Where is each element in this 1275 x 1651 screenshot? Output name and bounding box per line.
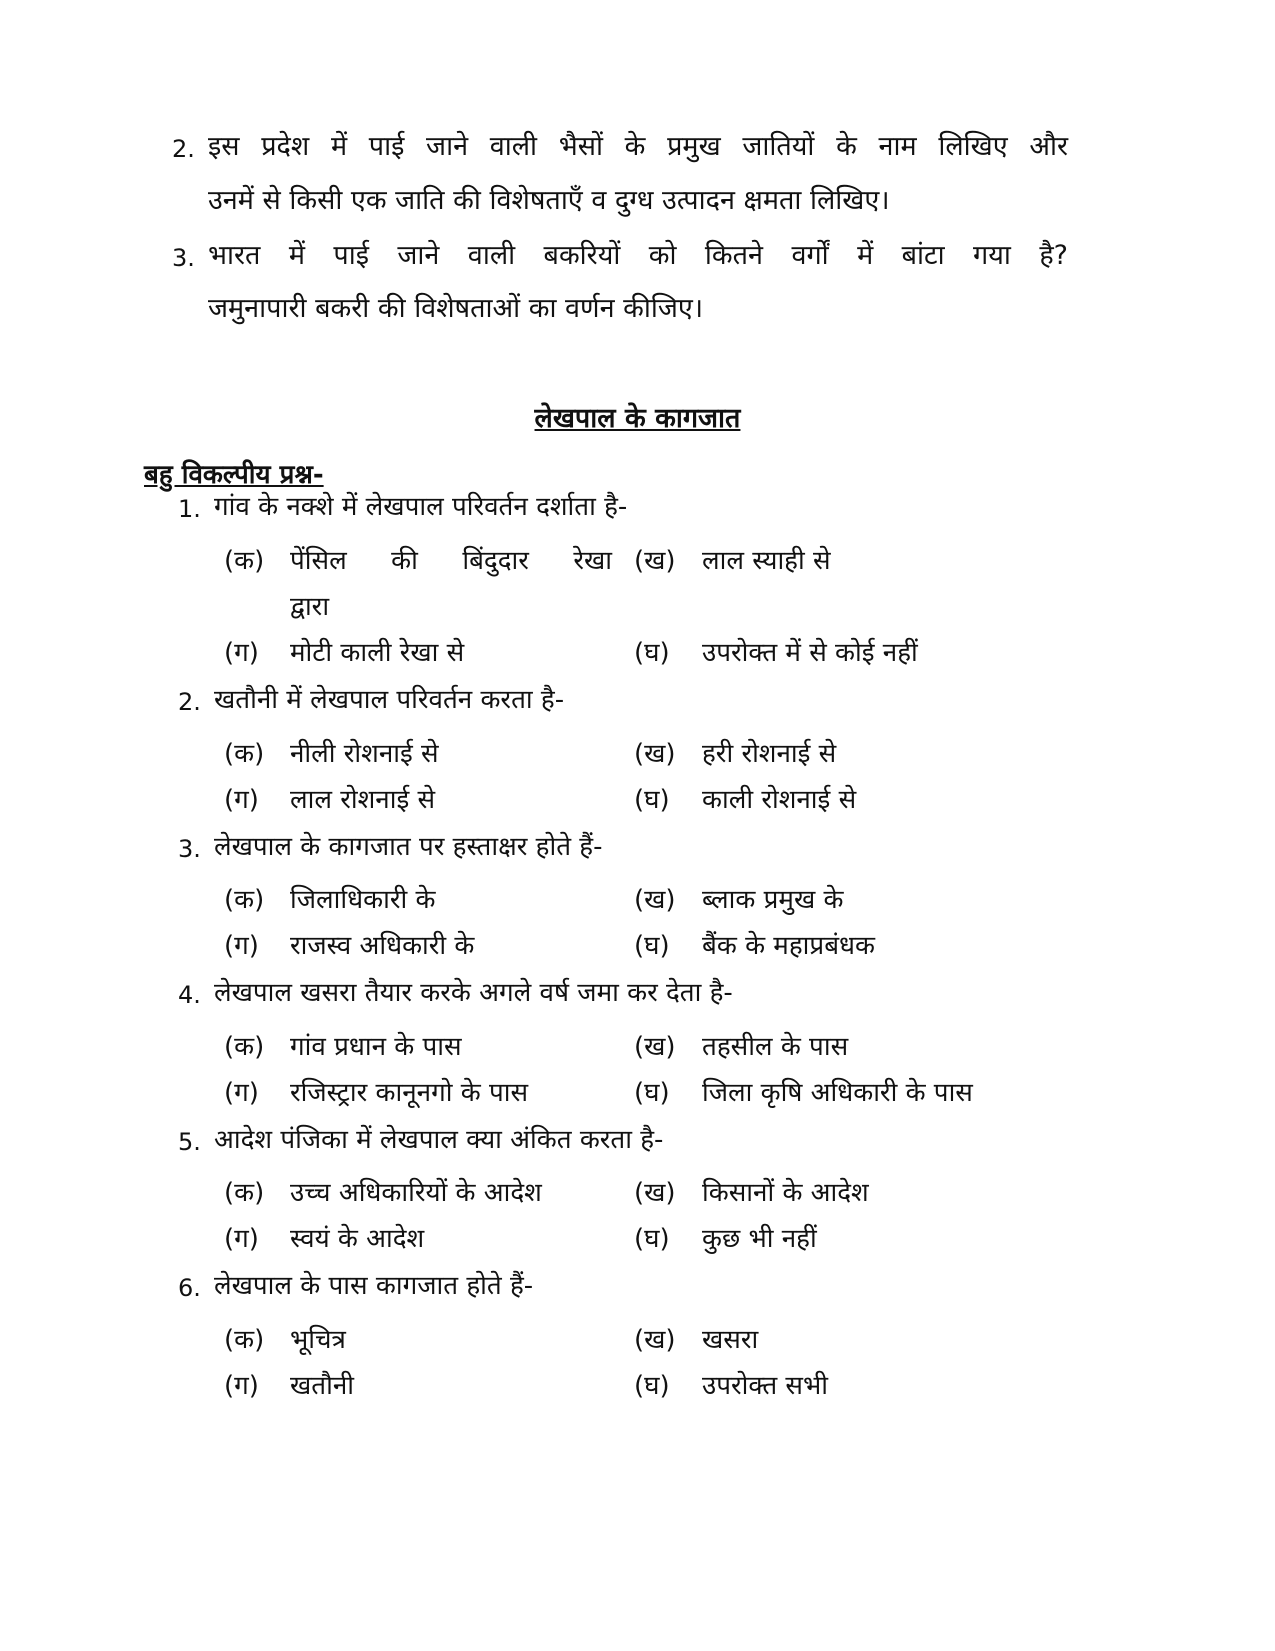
mcq-number: 3.	[178, 835, 201, 863]
mcq-question: आदेश पंजिका में लेखपाल क्या अंकित करता है-	[214, 1125, 664, 1155]
mcq-heading: बहु विकल्पीय प्रश्न-	[144, 460, 324, 490]
option-text: पेंसिल की बिंदुदार रेखा	[290, 546, 612, 576]
mcq-question: लेखपाल के पास कागजात होते हैं-	[214, 1271, 534, 1301]
option-text: राजस्व अधिकारी के	[290, 931, 475, 961]
mcq-number: 2.	[178, 688, 201, 716]
mcq-question: खतौनी में लेखपाल परिवर्तन करता है-	[214, 685, 565, 715]
option-text: रजिस्ट्रार कानूनगो के पास	[290, 1078, 529, 1108]
option-text: खसरा	[702, 1325, 759, 1355]
option-label: (ग)	[224, 931, 259, 961]
option-text: गांव प्रधान के पास	[290, 1032, 462, 1062]
option-text: भूचित्र	[290, 1325, 346, 1355]
mcq-question: गांव के नक्शे में लेखपाल परिवर्तन दर्शाता है-	[214, 492, 628, 522]
option-text: नीली रोशनाई से	[290, 739, 439, 769]
option-label: (ख)	[634, 1032, 676, 1062]
option-text: द्वारा	[290, 592, 330, 622]
option-label: (ख)	[634, 546, 676, 576]
option-label: (घ)	[634, 1224, 670, 1254]
mcq-number: 1.	[178, 495, 201, 523]
mcq-number: 5.	[178, 1128, 201, 1156]
mcq-number: 6.	[178, 1274, 201, 1302]
option-label: (क)	[224, 1325, 265, 1355]
option-label: (क)	[224, 546, 265, 576]
option-text: काली रोशनाई से	[702, 785, 857, 815]
option-label: (घ)	[634, 1371, 670, 1401]
option-text: लाल रोशनाई से	[290, 785, 436, 815]
mcq-question: लेखपाल के कागजात पर हस्ताक्षर होते हैं-	[214, 832, 603, 862]
option-text: खतौनी	[290, 1371, 354, 1401]
question-number: 2.	[172, 135, 195, 163]
option-label: (ग)	[224, 785, 259, 815]
option-text: जिलाधिकारी के	[290, 885, 436, 915]
question-text: उनमें से किसी एक जाति की विशेषताएँ व दुग्ध उत्पादन क्षमता लिखिए।	[208, 185, 890, 216]
option-label: (ग)	[224, 1371, 259, 1401]
option-label: (ग)	[224, 1224, 259, 1254]
question-text: भारत में पाई जाने वाली बकरियों को कितने वर्गों में बांटा गया है?	[208, 240, 1068, 271]
option-label: (क)	[224, 1178, 265, 1208]
question-text: जमुनापारी बकरी की विशेषताओं का वर्णन कीजिए।	[208, 293, 704, 324]
option-label: (ख)	[634, 739, 676, 769]
option-text: उपरोक्त सभी	[702, 1371, 828, 1401]
option-label: (ग)	[224, 1078, 259, 1108]
option-label: (घ)	[634, 638, 670, 668]
section-title: लेखपाल के कागजात	[534, 403, 741, 434]
mcq-number: 4.	[178, 981, 201, 1009]
option-label: (ख)	[634, 885, 676, 915]
option-label: (घ)	[634, 931, 670, 961]
option-label: (ग)	[224, 638, 259, 668]
mcq-question: लेखपाल खसरा तैयार करके अगले वर्ष जमा कर देता है-	[214, 978, 733, 1008]
option-label: (क)	[224, 885, 265, 915]
option-text: जिला कृषि अधिकारी के पास	[702, 1078, 973, 1108]
option-label: (ख)	[634, 1325, 676, 1355]
question-number: 3.	[172, 244, 195, 272]
option-text: हरी रोशनाई से	[702, 739, 837, 769]
option-label: (घ)	[634, 785, 670, 815]
option-text: तहसील के पास	[702, 1032, 849, 1062]
option-label: (घ)	[634, 1078, 670, 1108]
question-text: इस प्रदेश में पाई जाने वाली भैसों के प्रमुख जातियों के नाम लिखिए और	[208, 131, 1068, 162]
option-label: (क)	[224, 1032, 265, 1062]
option-text: कुछ भी नहीं	[702, 1224, 817, 1254]
option-text: लाल स्याही से	[702, 546, 831, 576]
option-label: (क)	[224, 739, 265, 769]
option-text: ब्लाक प्रमुख के	[702, 885, 844, 915]
option-label: (ख)	[634, 1178, 676, 1208]
option-text: किसानों के आदेश	[702, 1178, 869, 1208]
option-text: उच्च अधिकारियों के आदेश	[290, 1178, 542, 1208]
option-text: मोटी काली रेखा से	[290, 638, 465, 668]
option-text: स्वयं के आदेश	[290, 1224, 425, 1254]
option-text: बैंक के महाप्रबंधक	[702, 931, 875, 961]
option-text: उपरोक्त में से कोई नहीं	[702, 638, 918, 668]
